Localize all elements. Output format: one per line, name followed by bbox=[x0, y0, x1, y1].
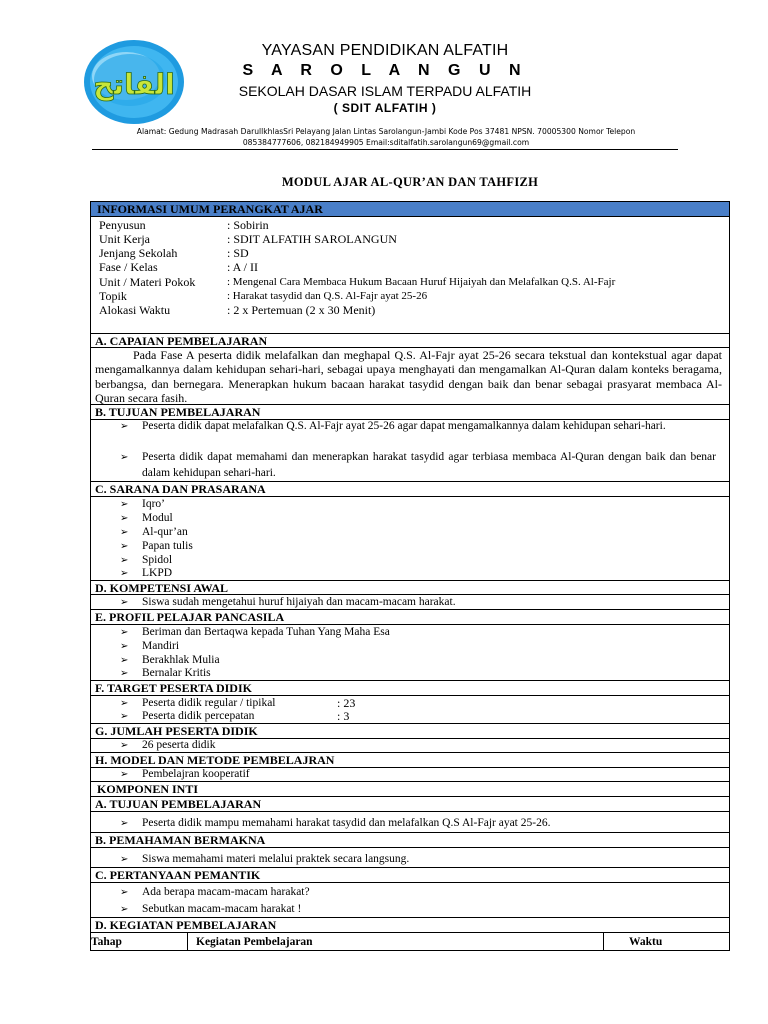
info-label: Topik bbox=[99, 289, 127, 303]
list-item: ➢ Peserta didik dapat melafalkan Q.S. Al-Fajr ayat 25-26 agar dapat mengamalkannya dalam kehidupan sehari-hari. bbox=[120, 419, 716, 435]
info-label: Unit / Materi Pokok bbox=[99, 275, 196, 289]
section-heading: F. TARGET PESERTA DIDIK bbox=[95, 681, 252, 695]
row-divider bbox=[91, 847, 730, 848]
section-heading: KOMPONEN INTI bbox=[97, 782, 199, 796]
section-heading: E. PROFIL PELAJAR PANCASILA bbox=[95, 610, 285, 624]
row-divider bbox=[91, 811, 730, 812]
list-item: ➢ Al-qur’an bbox=[120, 526, 188, 538]
arrowhead-bullet-icon: ➢ bbox=[120, 740, 129, 751]
info-heading: INFORMASI UMUM PERANGKAT AJAR bbox=[97, 202, 323, 216]
row-divider bbox=[91, 496, 730, 497]
section-heading: D. KEGIATAN PEMBELAJARAN bbox=[95, 918, 277, 932]
section-heading: B. TUJUAN PEMBELAJARAN bbox=[95, 405, 261, 419]
arrowhead-bullet-icon: ➢ bbox=[120, 769, 129, 780]
table-header-kegiatan: Kegiatan Pembelajaran bbox=[196, 936, 313, 948]
list-item: ➢ Spidol bbox=[120, 554, 173, 566]
info-value: : SDIT ALFATIH SAROLANGUN bbox=[227, 232, 397, 246]
list-item: ➢ Siswa memahami materi melalui praktek secara langsung. bbox=[120, 853, 410, 865]
arrowhead-bullet-icon: ➢ bbox=[120, 568, 129, 579]
school-name: SEKOLAH DASAR ISLAM TERPADU ALFATIH bbox=[238, 83, 532, 99]
list-item: ➢ Peserta didik dapat memahami dan menerapkan harakat tasydid agar terbiasa membaca Al-Quran dengan baik dan benar dalam kehidupan sehari-hari. bbox=[120, 451, 716, 479]
arrowhead-bullet-icon: ➢ bbox=[120, 854, 129, 865]
info-value: : A / II bbox=[227, 260, 259, 274]
info-value: : SD bbox=[227, 246, 249, 260]
capaian-text: Pada Fase A peserta didik melafalkan dan meghapal Q.S. Al-Fajr ayat 25-26 secara tekstual dan kontekstual agar dapat mengamalkannya dalam kehidupan sehari-hari, sebagai upaya menghayati dan mengamalkan Al-Quran dalam konteks beragama, berbangsa, dan bernegara. Menerapkan hukum bacaan harakat tasydid dengan baik dan benar sebagai prasyarat membaca Al-Quran secara fasih. bbox=[95, 348, 722, 405]
target-value: : 3 bbox=[337, 709, 350, 723]
row-divider bbox=[91, 216, 730, 217]
arrowhead-bullet-icon: ➢ bbox=[120, 711, 129, 722]
list-item: ➢ Bernalar Kritis bbox=[120, 667, 211, 679]
arrowhead-bullet-icon: ➢ bbox=[120, 555, 129, 566]
arrowhead-bullet-icon: ➢ bbox=[120, 597, 129, 608]
list-item: ➢ Berakhlak Mulia bbox=[120, 654, 220, 666]
list-item: ➢ Peserta didik regular / tipikal bbox=[120, 697, 276, 709]
section-heading: C. SARANA DAN PRASARANA bbox=[95, 482, 266, 496]
arrowhead-bullet-icon: ➢ bbox=[120, 698, 129, 709]
section-heading: B. PEMAHAMAN BERMAKNA bbox=[95, 833, 266, 847]
target-value: : 23 bbox=[337, 696, 356, 710]
section-heading: A. CAPAIAN PEMBELAJARAN bbox=[95, 334, 268, 348]
arrowhead-bullet-icon: ➢ bbox=[120, 452, 129, 463]
info-label: Penyusun bbox=[99, 218, 146, 232]
list-item: ➢ LKPD bbox=[120, 567, 173, 579]
table-header-waktu: Waktu bbox=[629, 936, 663, 948]
arrowhead-bullet-icon: ➢ bbox=[120, 655, 129, 666]
list-item: ➢ Mandiri bbox=[120, 640, 180, 652]
list-item: ➢ Peserta didik mampu memahami harakat tasydid dan melafalkan Q.S Al-Fajr ayat 25-26. bbox=[120, 817, 551, 829]
list-item: ➢ Iqro’ bbox=[120, 498, 165, 510]
info-label: Fase / Kelas bbox=[99, 260, 158, 274]
list-item: ➢ Pembelajran kooperatif bbox=[120, 768, 250, 780]
section-heading: A. TUJUAN PEMBELAJARAN bbox=[95, 797, 262, 811]
info-value: : Mengenal Cara Membaca Hukum Bacaan Huruf Hijaiyah dan Melafalkan Q.S. Al-Fajr bbox=[227, 276, 616, 288]
city-name: S A R O L A N G U N bbox=[242, 62, 528, 79]
arrowhead-bullet-icon: ➢ bbox=[120, 421, 129, 432]
section-heading: H. MODEL DAN METODE PEMBELAJRAN bbox=[95, 753, 335, 767]
logo-text: الفاتح bbox=[93, 68, 175, 101]
section-heading: D. KOMPETENSI AWAL bbox=[95, 581, 229, 595]
col-divider bbox=[187, 932, 188, 950]
arrowhead-bullet-icon: ➢ bbox=[120, 627, 129, 638]
address-line-1: Alamat: Gedung Madrasah DarullkhlasSri Pelayang Jalan Lintas Sarolangun-Jambi Kode Pos 37481 NPSN. 70005300 Nomor Telepon bbox=[136, 127, 636, 136]
list-item: ➢ Papan tulis bbox=[120, 540, 193, 552]
school-address bbox=[96, 127, 676, 148]
arrowhead-bullet-icon: ➢ bbox=[120, 541, 129, 552]
arrowhead-bullet-icon: ➢ bbox=[120, 668, 129, 679]
list-item: ➢ Modul bbox=[120, 512, 173, 524]
arrowhead-bullet-icon: ➢ bbox=[120, 499, 129, 510]
arrowhead-bullet-icon: ➢ bbox=[120, 513, 129, 524]
arrowhead-bullet-icon: ➢ bbox=[120, 818, 129, 829]
document-title: MODUL AJAR AL-QUR’AN DAN TAHFIZH bbox=[281, 175, 539, 189]
section-heading: G. JUMLAH PESERTA DIDIK bbox=[95, 724, 258, 738]
arrowhead-bullet-icon: ➢ bbox=[120, 527, 129, 538]
info-value: : Sobirin bbox=[227, 218, 269, 232]
info-value: : Harakat tasydid dan Q.S. Al-Fajr ayat 25-26 bbox=[227, 290, 428, 302]
foundation-name: YAYASAN PENDIDIKAN ALFATIH bbox=[261, 42, 509, 59]
list-item: ➢ 26 peserta didik bbox=[120, 739, 216, 751]
list-item: ➢ Sebutkan macam-macam harakat ! bbox=[120, 903, 302, 915]
info-label: Unit Kerja bbox=[99, 232, 150, 246]
info-label: Jenjang Sekolah bbox=[99, 246, 178, 260]
row-divider bbox=[91, 882, 730, 883]
arrowhead-bullet-icon: ➢ bbox=[120, 641, 129, 652]
arrowhead-bullet-icon: ➢ bbox=[120, 887, 129, 898]
section-heading: C. PERTANYAAN PEMANTIK bbox=[95, 868, 261, 882]
school-short-name: ( SDIT ALFATIH ) bbox=[333, 101, 437, 115]
address-line-2: 085384777606, 082184949905 Email:sditalfatih.sarolangun69@gmail.com bbox=[242, 137, 530, 147]
capaian-paragraph bbox=[95, 348, 722, 405]
info-value: : 2 x Pertemuan (2 x 30 Menit) bbox=[227, 303, 376, 317]
list-item: ➢ Ada berapa macam-macam harakat? bbox=[120, 886, 310, 898]
list-item: ➢ Peserta didik percepatan bbox=[120, 710, 255, 722]
letterhead-divider bbox=[92, 149, 678, 150]
table-header-tahap: Tahap bbox=[91, 936, 122, 948]
arrowhead-bullet-icon: ➢ bbox=[120, 904, 129, 915]
list-item: ➢ Siswa sudah mengetahui huruf hijaiyah dan macam-macam harakat. bbox=[120, 596, 456, 608]
info-label: Alokasi Waktu bbox=[99, 303, 171, 317]
col-divider bbox=[603, 932, 604, 950]
list-item: ➢ Beriman dan Bertaqwa kepada Tuhan Yang Maha Esa bbox=[120, 626, 390, 638]
